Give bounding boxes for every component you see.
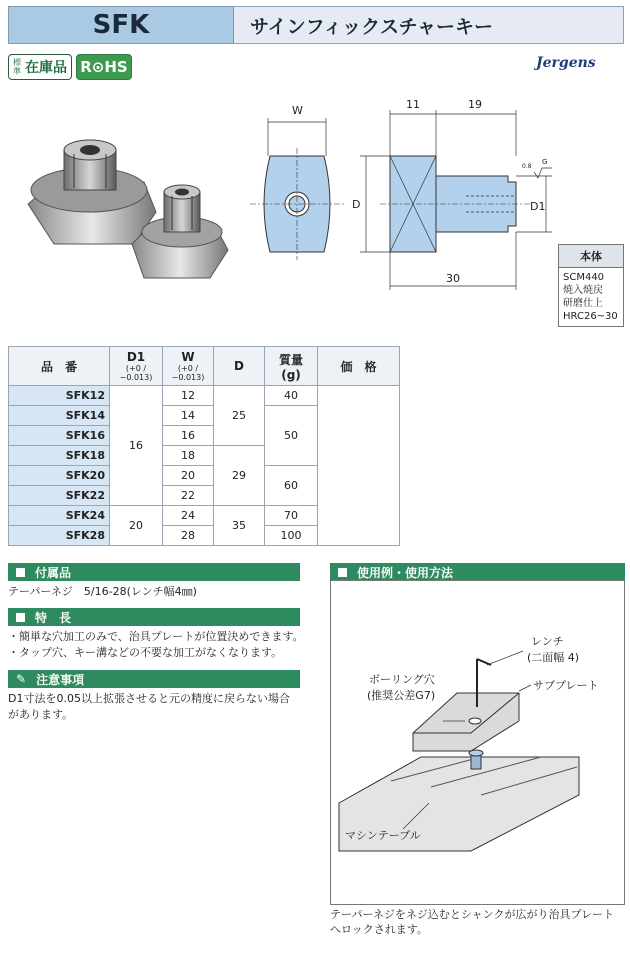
feature-item: ・簡単な穴加工のみで、治具プレートが位置決めできます。 — [8, 630, 304, 643]
mass-value: 100 — [265, 526, 318, 546]
label-wrench: レンチ — [531, 635, 564, 648]
material-lines — [559, 268, 623, 326]
caution-title: 注意事項 — [36, 672, 85, 687]
w-value: 14 — [163, 406, 214, 426]
brand-logo: Jergens — [536, 55, 596, 71]
w-value: 16 — [163, 426, 214, 446]
dim-19: 19 — [468, 98, 482, 111]
stock-badge-label: 在庫品 — [25, 60, 67, 76]
w-value: 18 — [163, 446, 214, 466]
features-title: 特 長 — [35, 610, 72, 625]
accessory-bar — [8, 563, 300, 581]
stock-badge — [8, 54, 72, 80]
feature-item: ・タップ穴、キー溝などの不要な加工がなくなります。 — [8, 646, 283, 659]
w-value: 24 — [163, 506, 214, 526]
dim-w: W — [292, 104, 303, 117]
col-d1-tol: (+0 / −0.013) — [119, 364, 153, 382]
square-icon — [16, 613, 25, 622]
product-code: SFK — [8, 6, 234, 44]
product-name: サインフィックスチャーキー — [234, 6, 624, 44]
part-code: SFK22 — [9, 486, 110, 506]
d-value: 29 — [214, 446, 265, 506]
usage-title: 使用例・使用方法 — [357, 565, 454, 580]
caution-icon: ✎ — [16, 672, 27, 686]
caution-text: D1寸法を0.05以上拡張させると元の精度に戻らない場合があります。 — [8, 692, 290, 721]
technical-drawing — [240, 92, 560, 292]
w-value: 28 — [163, 526, 214, 546]
surface-value: 0.8 — [522, 163, 532, 170]
stock-badge-small: 標準 — [13, 58, 21, 76]
mass-value: 60 — [265, 466, 318, 506]
part-code: SFK16 — [9, 426, 110, 446]
dim-d1: D1 — [530, 200, 546, 213]
w-value: 20 — [163, 466, 214, 486]
dim-d: D — [352, 198, 361, 211]
rohs-badge: R⊙HS — [76, 54, 132, 80]
label-subplate: サブプレート — [533, 679, 599, 692]
w-value: 22 — [163, 486, 214, 506]
col-d: D — [214, 347, 265, 386]
dim-30: 30 — [446, 272, 460, 285]
mass-value: 50 — [265, 406, 318, 466]
caution-bar — [8, 670, 300, 688]
features-list — [8, 629, 308, 661]
usage-illustration — [331, 581, 624, 904]
material-line: HRC26~30 — [563, 311, 618, 322]
square-icon — [338, 568, 347, 577]
col-w — [163, 347, 214, 386]
label-wrench-sub: (二面幅 4) — [527, 651, 580, 664]
col-d1-label: D1 — [126, 350, 146, 364]
material-line: 焼入焼戻 — [563, 285, 603, 296]
spec-table — [8, 346, 400, 546]
part-code: SFK28 — [9, 526, 110, 546]
d-value: 25 — [214, 386, 265, 446]
d-value: 35 — [214, 506, 265, 546]
material-line: 研磨仕上 — [563, 298, 603, 309]
col-w-label: W — [181, 350, 195, 364]
label-bore: ボーリング穴 — [369, 673, 435, 686]
product-photo — [14, 112, 244, 292]
d1-value: 20 — [110, 506, 163, 546]
dim-11: 11 — [406, 98, 420, 111]
part-code: SFK12 — [9, 386, 110, 406]
material-box — [558, 244, 624, 327]
mass-value: 40 — [265, 386, 318, 406]
col-mass-label: 質量 — [278, 352, 303, 367]
d1-value: 16 — [110, 386, 163, 506]
part-code: SFK24 — [9, 506, 110, 526]
material-line: SCM440 — [563, 272, 605, 283]
label-machine-table: マシンテーブル — [345, 829, 421, 842]
square-icon — [16, 568, 25, 577]
accessory-text: テーパーネジ 5/16-28(レンチ幅4㎜) — [8, 585, 197, 598]
part-code: SFK18 — [9, 446, 110, 466]
part-code: SFK20 — [9, 466, 110, 486]
mass-value: 70 — [265, 506, 318, 526]
usage-caption: テーパーネジをネジ込むとシャンクが広がり治具プレートへロックされます。 — [330, 908, 615, 936]
col-mass — [265, 347, 318, 386]
table-row — [9, 386, 400, 406]
w-value: 12 — [163, 386, 214, 406]
accessory-title: 付属品 — [35, 565, 72, 580]
col-w-tol: (+0 / −0.013) — [171, 364, 205, 382]
material-title: 本体 — [559, 245, 623, 268]
usage-bar — [330, 563, 625, 581]
usage-panel — [330, 580, 625, 905]
col-price: 価 格 — [318, 347, 400, 386]
surface-label: G — [542, 158, 548, 166]
features-bar — [8, 608, 300, 626]
col-d1 — [110, 347, 163, 386]
col-mass-unit: (g) — [281, 367, 301, 382]
price-cell — [318, 386, 400, 546]
label-bore-sub: (推奨公差G7) — [367, 689, 436, 702]
col-part: 品 番 — [9, 347, 110, 386]
part-code: SFK14 — [9, 406, 110, 426]
